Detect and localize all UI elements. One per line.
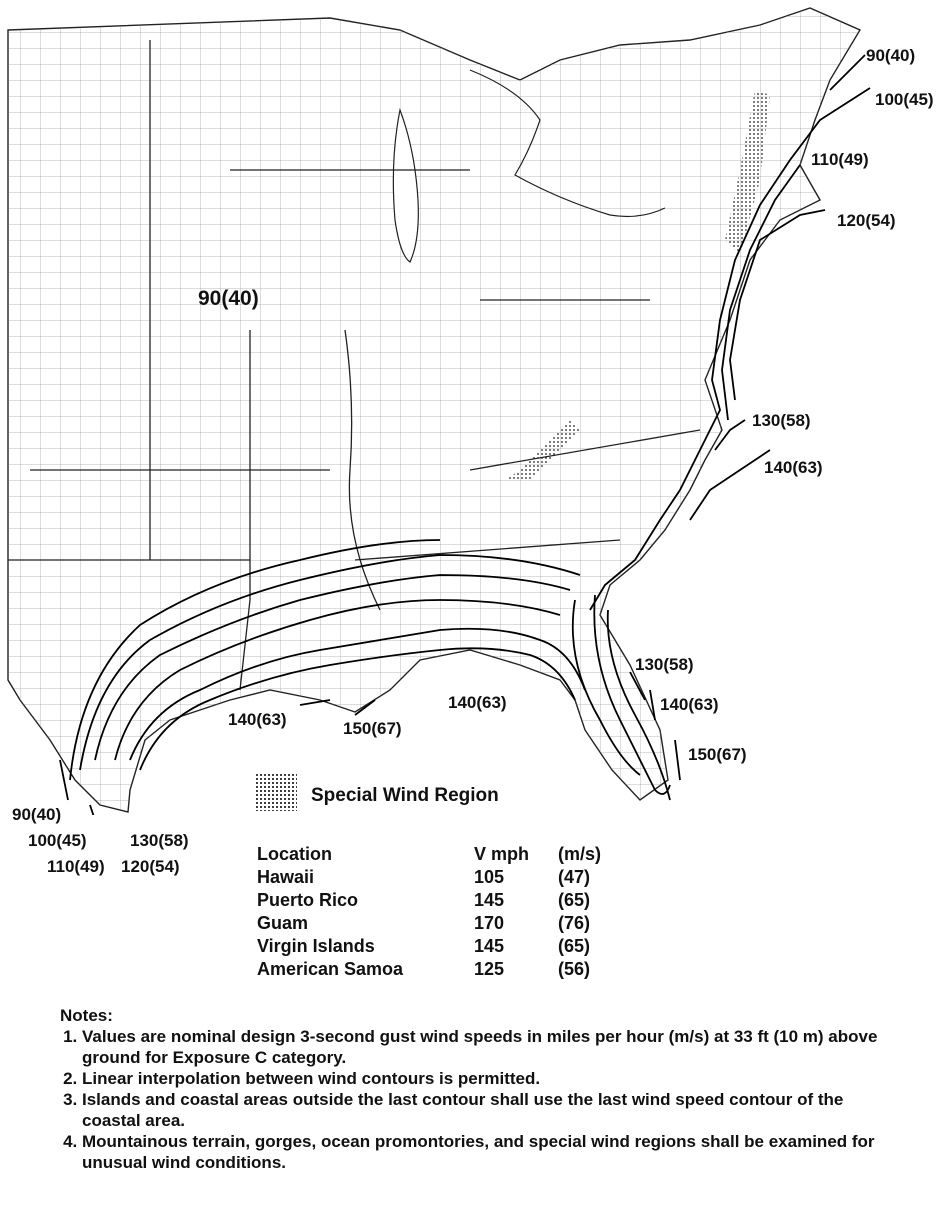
table-header-ms: (m/s)	[558, 844, 602, 864]
table-row	[257, 889, 601, 912]
contour-label-tx-130: 130(58)	[130, 831, 189, 850]
table-row	[257, 912, 601, 935]
table-cell-vmph: 125	[474, 959, 505, 979]
legend-label: Special Wind Region	[311, 785, 499, 806]
table-header-vmph: V mph	[474, 844, 530, 864]
contour-label-tx-90: 90(40)	[12, 805, 62, 824]
table-cell-vmph: 170	[474, 913, 505, 933]
notes-list	[60, 1026, 900, 1173]
table-row	[257, 935, 601, 958]
contour-tx-100-leader	[90, 805, 100, 815]
table-cell-vmph: 145	[474, 890, 505, 910]
notes-section	[60, 1005, 900, 1173]
table-cell-ms: (47)	[558, 867, 591, 887]
notes-title: Notes:	[60, 1006, 113, 1025]
contour-label-ne-110: 110(49)	[811, 150, 869, 169]
contour-label-ne-120: 120(54)	[837, 211, 896, 230]
table-cell-ms: (56)	[558, 959, 591, 979]
contour-label-tx-110: 110(49)	[47, 857, 105, 876]
table-cell-ms: (65)	[558, 936, 591, 956]
contour-label-gulf-140-east: 140(63)	[448, 693, 507, 712]
contour-label-fl-150: 150(67)	[688, 745, 747, 764]
contour-label-fl-140: 140(63)	[660, 695, 719, 714]
table-cell-location: Virgin Islands	[257, 936, 375, 956]
contour-label-gulf-150: 150(67)	[343, 719, 402, 738]
contour-label-gulf-140-west: 140(63)	[228, 710, 287, 729]
table-cell-ms: (65)	[558, 890, 591, 910]
special-wind-region-swatch	[255, 773, 297, 811]
table-header-location: Location	[257, 844, 332, 864]
table-cell-location: American Samoa	[257, 959, 404, 979]
contour-label-e-140: 140(63)	[764, 458, 823, 477]
contour-label-tx-100: 100(45)	[28, 831, 87, 850]
contour-label-fl-130: 130(58)	[635, 655, 694, 674]
table-row	[257, 866, 601, 889]
table-cell-location: Guam	[257, 913, 309, 933]
location-wind-table	[257, 843, 601, 981]
table-cell-vmph: 105	[474, 867, 505, 887]
note-item: 3. Islands and coastal areas outside the last contour shall use the last wind speed contour of the coastal area.	[82, 1089, 900, 1131]
inland-wind-label: 90(40)	[198, 287, 259, 310]
table-cell-location: Puerto Rico	[257, 890, 359, 910]
table-cell-location: Hawaii	[257, 867, 315, 887]
table-cell-ms: (76)	[558, 913, 591, 933]
table-cell-vmph: 145	[474, 936, 505, 956]
note-item: 1. Values are nominal design 3-second gust wind speeds in miles per hour (m/s) at 33 ft (10 m) above ground for Exposure C category.	[82, 1026, 900, 1068]
contour-label-e-130: 130(58)	[752, 411, 811, 430]
contour-label-tx-120: 120(54)	[121, 857, 180, 876]
contour-label-ne-100: 100(45)	[875, 90, 934, 109]
note-item: 2. Linear interpolation between wind contours is permitted.	[82, 1068, 900, 1089]
contour-fl-tick-150	[675, 740, 680, 780]
contour-label-ne-90: 90(40)	[866, 46, 916, 65]
note-item: 4. Mountainous terrain, gorges, ocean promontories, and special wind regions shall be examined for unusual wind conditions.	[82, 1131, 900, 1173]
table-header-row	[257, 843, 601, 866]
table-row	[257, 958, 601, 981]
